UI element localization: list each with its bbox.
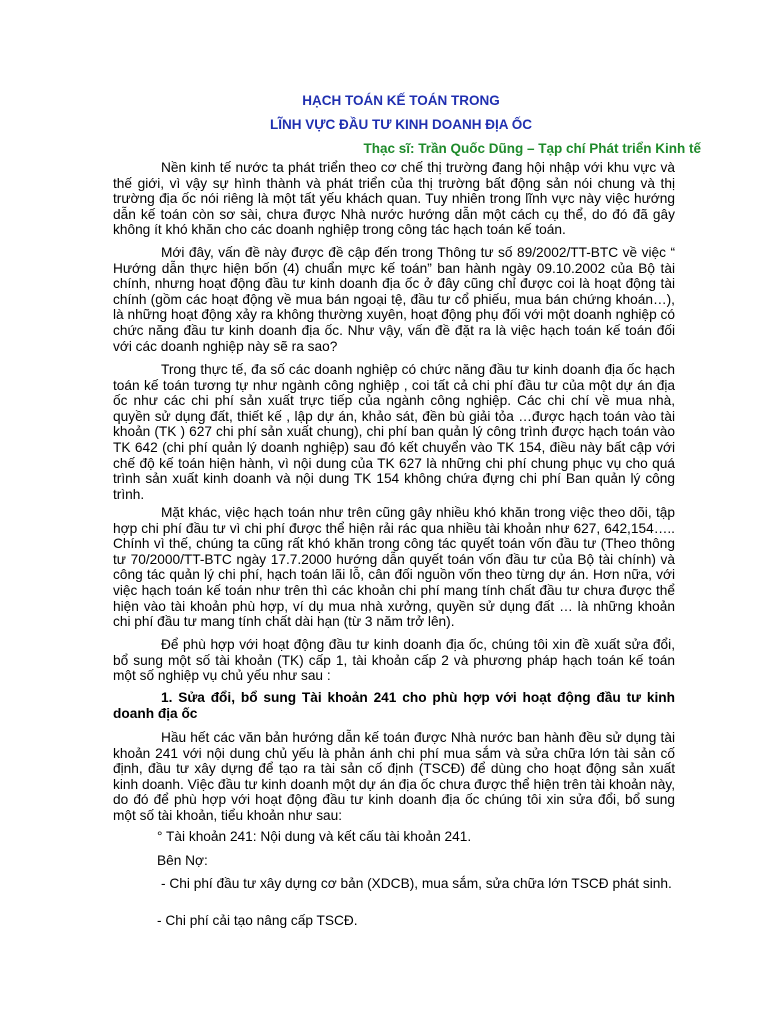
account-line: ° Tài khoản 241: Nội dung và kết cấu tài khoản 241. <box>157 829 472 844</box>
document-author: Thạc sĩ: Trần Quốc Dũng – Tạp chí Phát triển Kinh tế <box>363 141 701 156</box>
paragraph-1: Nền kinh tế nước ta phát triển theo cơ chế thị trường đang hội nhập với khu vực và thế giới, vì vậy sự hình thành và phát triển của thị trường bất động sản nói chung và thị trường địa ốc nói riêng là một tất yếu khách quan. Tuy nhiên trong lĩnh vực này việc hướng dẫn kế toán còn sơ sài, chưa được Nhà nước hướng dẫn một cách cụ thể, do đó đã gây không ít khó khăn cho các doanh nghiệp trong công tác hạch toán kế toán. <box>113 160 675 238</box>
section-paragraph: Hầu hết các văn bản hướng dẫn kế toán được Nhà nước ban hành đều sử dụng tài khoản 241 với nội dung chủ yếu là phản ánh chi phí mua sắm và sửa chữa lớn tài sản cố định, đầu tư xây dựng để tạo ra tài sản cố định (TSCĐ) để dùng cho hoạt động sản xuất kinh doanh. Việc đầu tư kinh doanh một dự án địa ốc chưa được thể hiện trên tài khoản này, do đó để phù hợp với hoạt động đầu tư kinh doanh địa ốc chúng tôi xin sửa đổi, bổ sung một số tài khoản, tiểu khoản như sau: <box>113 730 675 823</box>
paragraph-5: Để phù hợp với hoạt động đầu tư kinh doanh địa ốc, chúng tôi xin đề xuất sửa đổi, bổ sung một số tài khoản (TK) cấp 1, tài khoản cấp 2 và phương pháp hạch toán kế toán một số nghiệp vụ chủ yếu như sau : <box>113 637 675 684</box>
document-title-line-1: HẠCH TOÁN KẾ TOÁN TRONG <box>302 93 500 108</box>
debit-label: Bên Nợ: <box>157 853 208 868</box>
paragraph-4: Mặt khác, việc hạch toán như trên cũng gây nhiều khó khăn trong việc theo dõi, tập hợp chi phí đầu tư vì chi phí được thể hiện rải rác qua nhiều tài khoản như 627, 642,154….. Chính vì thế, chúng ta cũng rất khó khăn trong công tác quyết toán vốn đầu tư (Theo thông tư 70/2000/TT-BTC ngày 17.7.2000 hướng dẫn quyết toán vốn đầu tư của Bộ tài chính) và công tác quản lý chi phí, hạch toán lãi lỗ, cân đối nguồn vốn theo từng dự án. Hơn nữa, với việc hạch toán kế toán như trên thì các khoản chi phí mang tính chất đầu tư chưa được thể hiện vào tài khoản phù hợp, ví dụ mua nhà xưởng, quyền sử dụng đất … là những khoản chi phí đầu tư mang tính chất dài hạn (từ 3 năm trở lên). <box>113 505 675 630</box>
paragraph-3: Trong thực tế, đa số các doanh nghiệp có chức năng đầu tư kinh doanh địa ốc hạch toán kế toán tương tự như ngành công nghiệp , coi tất cả chi phí đầu tư của một dự án địa ốc như các chi phí sản xuất trực tiếp của ngành công nghiệp. Các chi chí về mua nhà, quyền sử dụng đất, thiết kế , lập dự án, khảo sát, đền bù giải tỏa …được hạch toán vào tài khoản (TK ) 627 chi phí sản xuất chung), chi phí ban quản lý công trình được hạch toán vào TK 642 (chi phí quản lý doanh nghiệp) sau đó kết chuyển vào TK 154, điều này bất cập với chế độ kế toán hiện hành, vì nội dung của TK 627 là những chi phí chung phục vụ cho quá trình sản xuất kinh doanh và nội dung TK 154 không chứa đựng chi phí Ban quản lý công trình. <box>113 362 675 502</box>
section-heading: 1. Sửa đổi, bổ sung Tài khoản 241 cho phù hợp với hoạt động đầu tư kinh doanh địa ốc <box>113 690 675 721</box>
debit-item-1: - Chi phí đầu tư xây dựng cơ bản (XDCB), mua sắm, sửa chữa lớn TSCĐ phát sinh. <box>161 876 672 891</box>
document-title-line-2: LĨNH VỰC ĐẦU TƯ KINH DOANH ĐỊA ỐC <box>270 117 532 132</box>
paragraph-2: Mới đây, vấn đề này được đề cập đến trong Thông tư số 89/2002/TT-BTC về việc “ Hướng dẫn thực hiện bốn (4) chuẩn mực kế toán” ban hành ngày 09.10.2002 của Bộ tài chính, nhưng hoạt động đầu tư kinh doanh địa ốc ở đây cũng chỉ được coi là hoạt động tài chính (gồm các hoạt động về mua bán ngoại tệ, đầu tư cổ phiếu, mua bán chứng khoán…), là những hoạt động xảy ra không thường xuyên, hoạt động phụ đối với một doanh nghiệp có chức năng đầu tư kinh doanh địa ốc. Như vậy, vấn đề đặt ra là việc hạch toán kế toán đối với các doanh nghiệp này sẽ ra sao? <box>113 245 675 354</box>
debit-item-2: - Chi phí cải tạo nâng cấp TSCĐ. <box>157 913 358 928</box>
